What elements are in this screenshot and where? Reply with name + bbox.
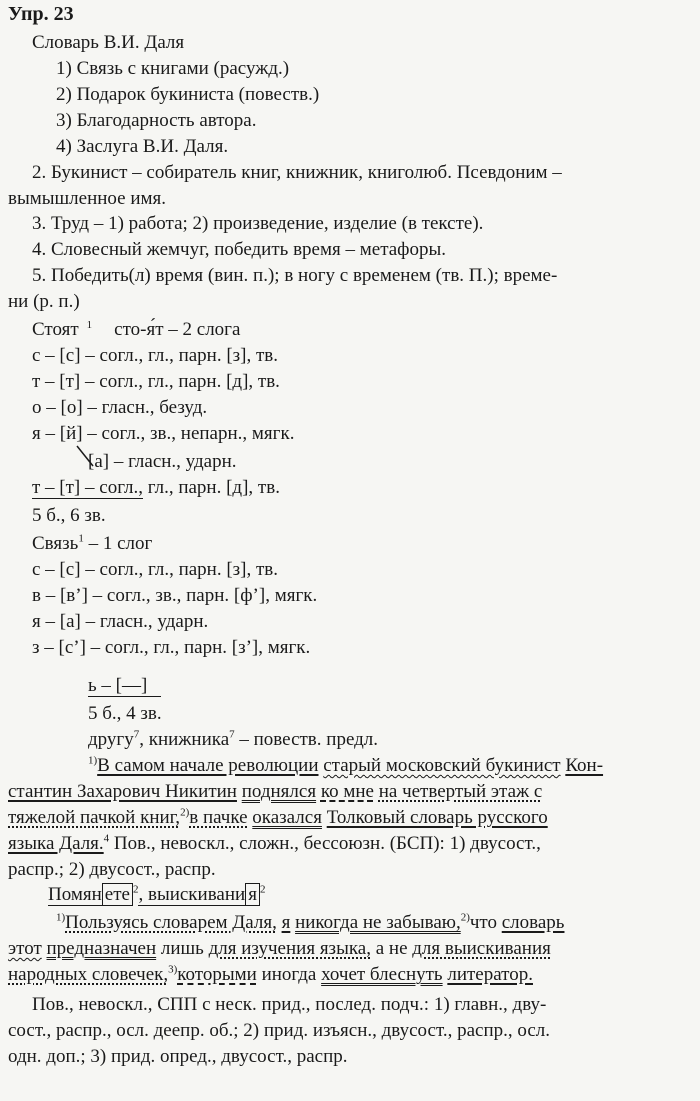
predicate-word: хочет блеснуть	[321, 964, 443, 985]
sound-row-rest: гл., парн. [д], тв.	[143, 477, 280, 498]
adverbial-phrase: на четвертый этаж с	[378, 781, 543, 802]
sound-row: т – [т] – согл., гл., парн. [д], тв.	[32, 371, 280, 392]
subject-phrase: языка Даля.	[8, 833, 104, 854]
adverbial-phrase: В самом начале революции	[97, 755, 319, 776]
answer-2-line2: вымышленное имя.	[8, 188, 167, 209]
answer-5-line1: 5. Победить(л) время (вин. п.); в ногу с временем (тв. П.); време-	[32, 265, 558, 286]
word1-word: Стоят	[32, 319, 79, 340]
word1-heading	[32, 319, 240, 341]
plan-item: 3) Благодарность автора.	[56, 110, 257, 131]
adverbial-phrase: тяжелой пачкой книг,	[8, 807, 181, 828]
ending-box: я	[245, 883, 260, 906]
answer-3: 3. Труд – 1) работа; 2) произведение, изделие (в тексте).	[32, 213, 484, 234]
sentence1-line2	[8, 781, 542, 803]
plan-item: 2) Подарок букиниста (повеств.)	[56, 84, 320, 105]
sound-row: с – [с] – согл., гл., парн. [з], тв.	[32, 559, 279, 580]
plan-item: 1) Связь с книгами (расужд.)	[56, 58, 290, 79]
subject-word: Кон-	[565, 755, 604, 776]
sound-row: о – [о] – гласн., безуд.	[32, 397, 208, 418]
soft-sign: ь – [—]	[88, 675, 161, 697]
word1-count: 5 б., 6 зв.	[32, 505, 106, 526]
clause-number: 2)	[180, 806, 190, 819]
sound-row: я – [а] – гласн., ударн.	[32, 611, 209, 632]
clause-number: 2)	[460, 911, 470, 924]
adverbial-phrase: для выискивания	[412, 938, 551, 959]
answer-7-word: другу	[88, 729, 134, 750]
sentence1-line4	[8, 833, 541, 855]
sound-row: [а] – гласн., ударн.	[88, 451, 237, 472]
subject-attribute-phrase: старый московский букинист	[323, 755, 561, 776]
predicate-word: никогда не забываю,	[295, 912, 461, 933]
attribute-word: этот	[8, 938, 42, 959]
object-word: которыми	[177, 964, 257, 985]
word2-word: Связь	[32, 533, 79, 554]
subject-phrase: Толковый словарь русского	[326, 807, 548, 828]
object-word: ко мне	[320, 781, 374, 802]
word2-sup: 1	[78, 532, 84, 545]
adverbial-phrase: народных словечек,	[8, 964, 169, 985]
final-analysis-line3: одн. доп.; 3) прид. опред., двусост., распр.	[8, 1046, 348, 1067]
sentence-sup: 4	[103, 832, 110, 845]
word-stem: , выискивани	[138, 884, 246, 905]
underlined-prefix: т – [т] – согл.,	[32, 477, 144, 498]
sentence1-line1	[88, 755, 603, 777]
dict-heading: Словарь В.И. Даля	[32, 32, 185, 53]
answer-2-line1: 2. Букинист – собиратель книг, книжник, книголюб. Псевдоним –	[32, 162, 562, 183]
sentence2-line2: этот предназначен лишь для изучения языка, а не для выискивания	[8, 938, 551, 959]
adverbial-phrase: в пачке	[189, 807, 248, 828]
word1-syllables: сто-я́т – 2 слога	[114, 319, 241, 340]
sound-row: с – [с] – согл., гл., парн. [з], тв.	[32, 345, 279, 366]
exercise-title: Упр. 23	[8, 3, 74, 25]
subject-word: литератор.	[447, 964, 533, 985]
ending-box: ете	[102, 883, 133, 906]
word2-syllables: – 1 слог	[83, 533, 153, 554]
answer-7-word: , книжника	[139, 729, 230, 750]
sound-row: з – [с’] – согл., гл., парн. [з’], мягк.	[32, 637, 311, 658]
sound-row: в – [в’] – согл., зв., парн. [ф’], мягк.	[32, 585, 318, 606]
clause-number: 1)	[56, 911, 66, 924]
predicate-word: поднялся	[241, 781, 317, 802]
adverbial-phrase: для изучения языка,	[208, 938, 371, 959]
morph-sup: 2	[259, 883, 266, 896]
word2-count: 5 б., 4 зв.	[88, 703, 162, 724]
soft-sign-row	[88, 675, 161, 697]
sentence1-line3	[8, 807, 548, 829]
sentence2-line3: народных словечек,$^{3)}$которыми иногда хочет блеснуть литератор.	[8, 963, 533, 985]
final-analysis-line1: Пов., невоскл., СПП с неск. прид., послед. подч.: 1) главн., дву-	[32, 994, 547, 1015]
word-stem: Помян	[48, 884, 102, 905]
sound-row: я – [й] – согл., зв., непарн., мягк.	[32, 423, 295, 444]
predicate-word: предназначен	[46, 938, 157, 959]
sound-row-last	[32, 477, 280, 499]
predicate-word: оказался	[252, 807, 322, 828]
sentence1-analysis: Пов., невоскл., сложн., бессоюзн. (БСП): 1) двусост.,	[109, 833, 541, 854]
participle-phrase: Пользуясь словарем Даля,	[65, 912, 277, 933]
sentence1-line5: распр.; 2) двусост., распр.	[8, 859, 216, 880]
answer-4: 4. Словесный жемчуг, победить время – метафоры.	[32, 239, 446, 260]
answer-7-sup: 7	[133, 728, 140, 741]
word2-heading	[32, 533, 152, 555]
answer-7-tail: – повеств. предл.	[234, 729, 379, 750]
subject-word: словарь	[501, 912, 565, 933]
word1-sup: 1	[86, 318, 93, 331]
sentence2-line1: $^{1)}$Пользуясь словарем Даля, я никогда не забываю,$^{2)}$что словарь	[56, 911, 565, 933]
plan-item: 4) Заслуга В.И. Даля.	[56, 136, 229, 157]
answer-7-sup: 7	[229, 728, 235, 741]
morpheme-line	[48, 884, 265, 906]
morph-sup: 2	[132, 883, 139, 896]
clause-number: 3)	[168, 963, 178, 976]
subject-word: стантин Захарович Никитин	[8, 781, 237, 802]
answer-5-line2: ни (р. п.)	[8, 291, 80, 312]
subject-word: я	[281, 912, 291, 933]
final-analysis-line2: сост., распр., осл. деепр. об.; 2) прид. изъясн., двусост., распр., осл.	[8, 1020, 551, 1041]
clause-number: 1)	[88, 754, 98, 767]
answer-7	[88, 729, 378, 751]
